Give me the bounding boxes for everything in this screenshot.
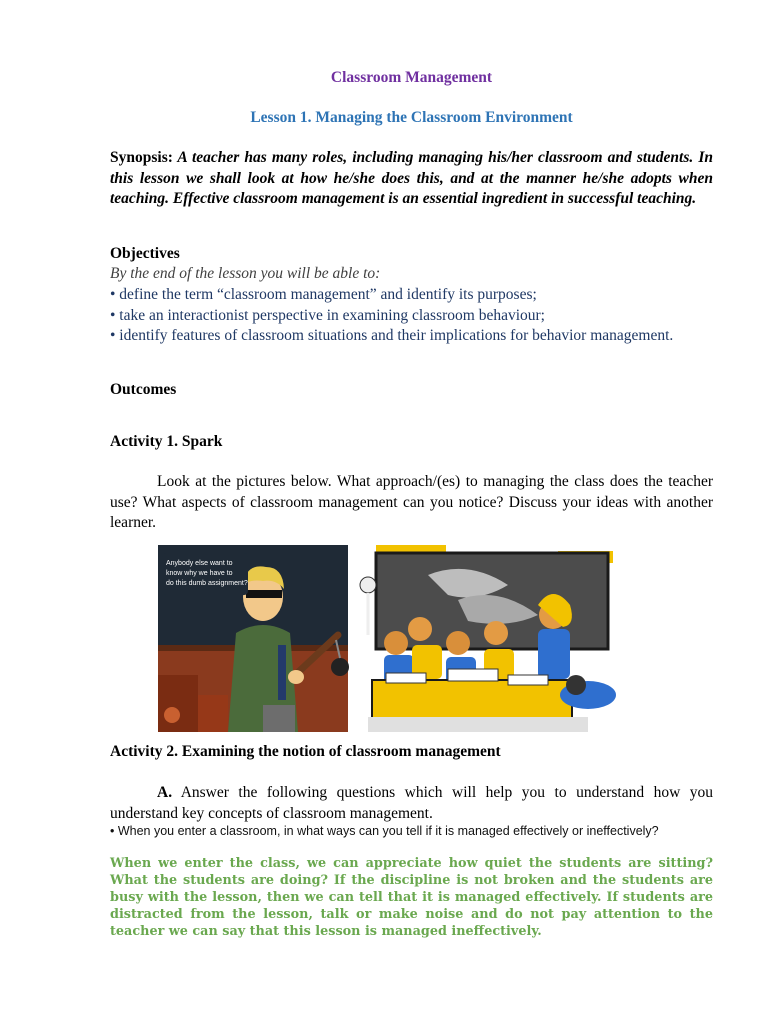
classroom-chaos-cartoon (350, 545, 628, 732)
objective-item: • define the term “classroom management” and identify its purposes; (110, 286, 537, 303)
activity2-prefix: Activity 2 (110, 743, 175, 760)
activity1-heading: Activity 1. Spark (110, 433, 223, 450)
cartoon-illustration (158, 545, 628, 732)
objective-item: • identify features of classroom situations and their implications for behavior management. (110, 327, 674, 344)
svg-text:do this dumb assignment?: do this dumb assignment? (166, 580, 248, 587)
question-1: • When you enter a classroom, in what ways can you tell if it is managed effectively or ineffectively? (110, 824, 659, 838)
activity2-rest: . Examining the notion of classroom management (174, 743, 501, 760)
activity2-heading (110, 743, 501, 761)
objectives-list (110, 285, 713, 347)
objectives-intro: By the end of the lesson you will be able to: (110, 265, 381, 282)
outcomes-heading: Outcomes (110, 381, 177, 398)
speech-bubble (162, 553, 248, 595)
synopsis (110, 148, 713, 210)
document-title: Classroom Management (330, 69, 493, 86)
synopsis-text: A teacher has many roles, including managing his/her classroom and students. In this lesson we shall look at how he/she does this, and at the manner he/she adopts when teaching. Effective classroom management is an essential ingredient in successful teaching. (110, 149, 713, 207)
part-a-text: Answer the following questions which will help you to understand how you understand key concepts of classroom management. (110, 784, 713, 822)
objective-item: • take an interactionist perspective in examining classroom behaviour; (110, 306, 545, 324)
classroom-cartoons (158, 545, 628, 732)
answer-1[interactable]: When we enter the class, we can appreciate how quiet the students are sitting? What the students are doing? If the discipline is not broken and the students are busy with the lesson, then we can tell that it is managed effectively. If students are distracted from the lesson, talk or make noise and do not pay attention to the teacher we can say that this lesson is managed ineffectively. (110, 856, 713, 939)
part-a-label: A. (157, 784, 173, 801)
svg-text:Anybody else want to: Anybody else want to (166, 560, 233, 567)
lesson-title: Lesson 1. Managing the Classroom Environment (250, 109, 573, 126)
svg-text:know why we have to: know why we have to (166, 570, 233, 577)
synopsis-label: Synopsis: (110, 149, 173, 166)
part-a-instructions (110, 783, 713, 824)
objectives-heading: Objectives (110, 245, 180, 262)
activity1-text: Look at the pictures below. What approach/(es) to managing the class does the teacher use? What aspects of classroom management can you notice? Discuss your ideas with another learner. (110, 473, 713, 531)
